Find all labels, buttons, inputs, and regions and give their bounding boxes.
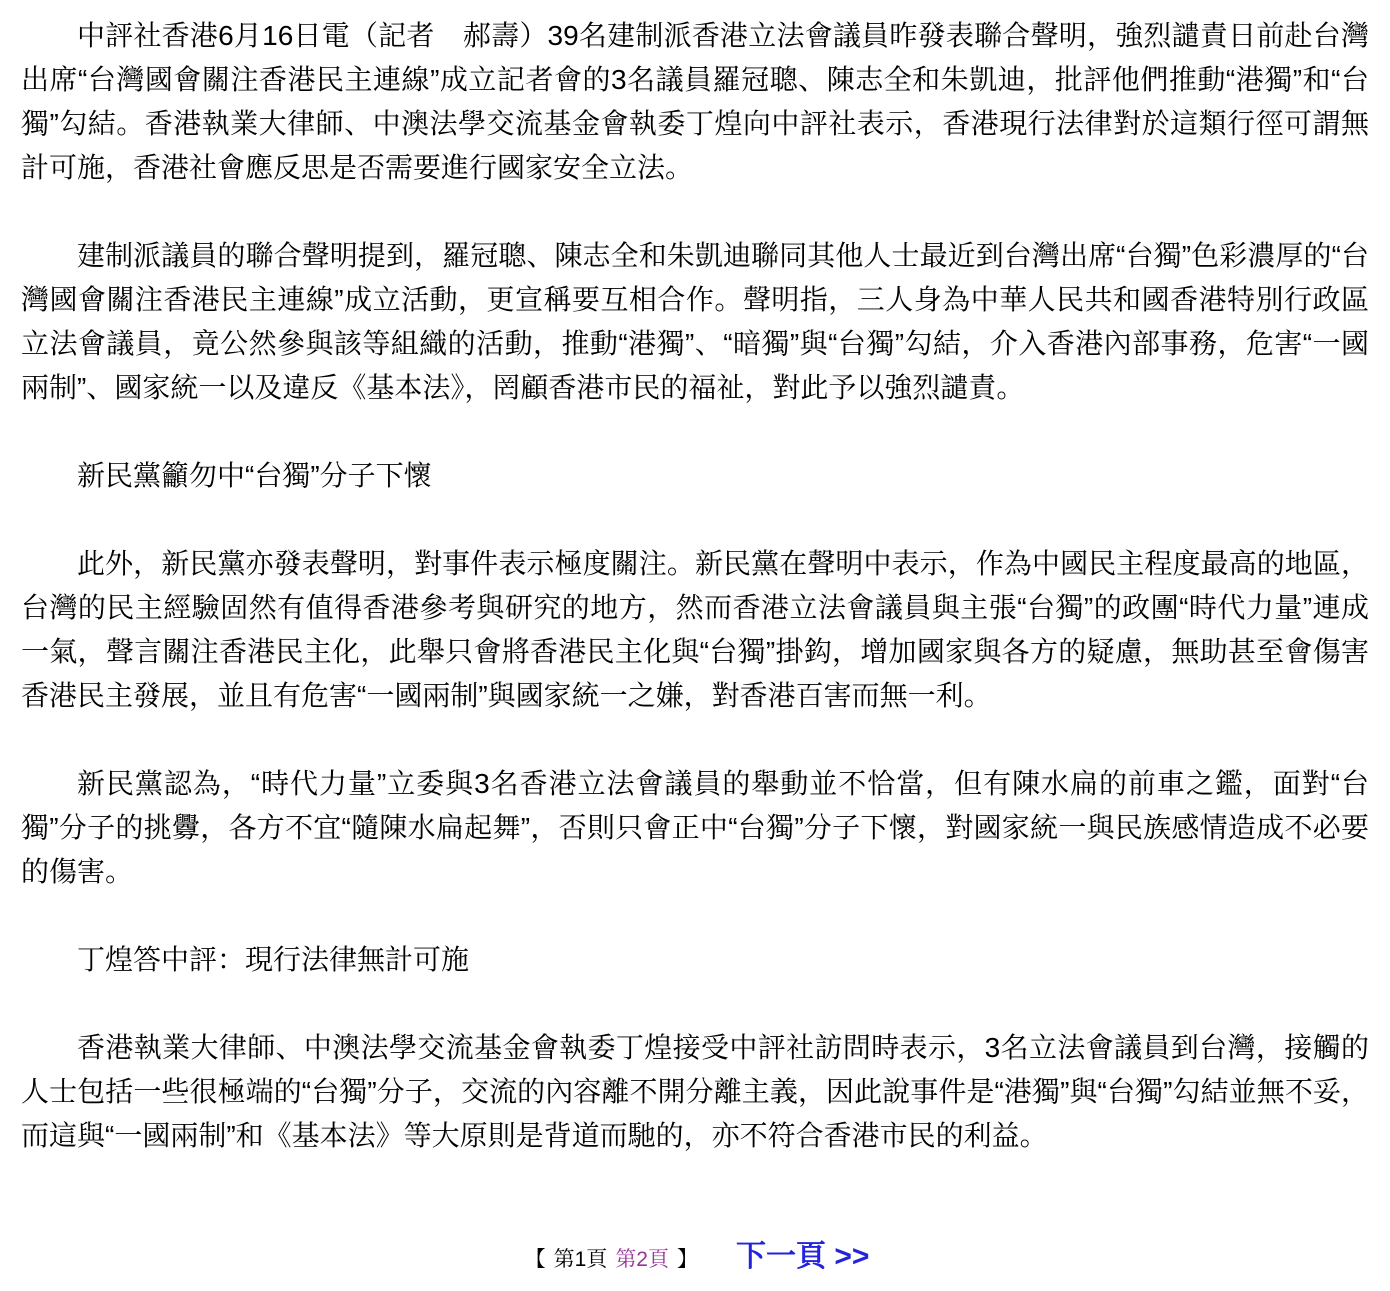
paragraph-joint-statement: 建制派議員的聯合聲明提到，羅冠聰、陳志全和朱凱迪聯同其他人士最近到台灣出席“台獨”色彩濃厚的“台灣國會關注香港民主連線”成立活動，更宣稱要互相合作。聲明指，三人身為中華人民共和國香港特別行政區立法會議員，竟公然參與該等組織的活動，推動“港獨”、“暗獨”與“台獨”勾結，介入香港內部事務，危害“一國兩制”、國家統一以及違反《基本法》，罔顧香港市民的福祉，對此予以強烈譴責。 — [21, 240, 1369, 403]
paragraph-npp-opinion: 新民黨認為，“時代力量”立委與3名香港立法會議員的舉動並不恰當，但有陳水扁的前車之鑑，面對“台獨”分子的挑釁，各方不宜“隨陳水扁起舞”，否則只會正中“台獨”分子下懷，對國家統一與民族感情造成不必要的傷害。 — [21, 768, 1369, 887]
bracket-close: 】 — [677, 1248, 698, 1271]
paragraph-ding-huang-interview: 香港執業大律師、中澳法學交流基金會執委丁煌接受中評社訪問時表示，3名立法會議員到台灣，接觸的人士包括一些很極端的“台獨”分子，交流的內容離不開分離主義，因此說事件是“港獨”與“台獨”勾結並無不妥，而這與“一國兩制”和《基本法》等大原則是背道而馳的，亦不符合香港市民的利益。 — [21, 1032, 1369, 1151]
section-heading-new-peoples-party: 新民黨籲勿中“台獨”分子下懷 — [77, 460, 432, 491]
bracket-open: 【 — [524, 1248, 546, 1271]
paragraph-npp-statement: 此外，新民黨亦發表聲明，對事件表示極度關注。新民黨在聲明中表示，作為中國民主程度最高的地區，台灣的民主經驗固然有值得香港參考與研究的地方，然而香港立法會議員與主張“台獨”的政團“時代力量”連成一氣，聲言關注香港民主化，此舉只會將香港民主化與“台獨”掛鈎，增加國家與各方的疑慮，無助甚至會傷害香港民主發展，並且有危害“一國兩制”與國家統一之嫌，對香港百害而無一利。 — [21, 548, 1369, 711]
page-1-label: 第1頁 — [553, 1248, 608, 1271]
next-page-link[interactable]: 下一頁 >> — [736, 1240, 870, 1273]
section-heading-ding-huang: 丁煌答中評：現行法律無計可施 — [77, 944, 470, 975]
paragraph-lead: 中評社香港6月16日電（記者 郝壽）39名建制派香港立法會議員昨發表聯合聲明，強烈譴責日前赴台灣出席“台灣國會關注香港民主連線”成立記者會的3名議員羅冠聰、陳志全和朱凱迪，批評他們推動“港獨”和“台獨”勾結。香港執業大律師、中澳法學交流基金會執委丁煌向中評社表示，香港現行法律對於這類行徑可謂無計可施，香港社會應反思是否需要進行國家安全立法。 — [21, 20, 1369, 183]
page-2-link[interactable]: 第2頁 — [615, 1248, 669, 1271]
pagination — [0, 1242, 1390, 1291]
